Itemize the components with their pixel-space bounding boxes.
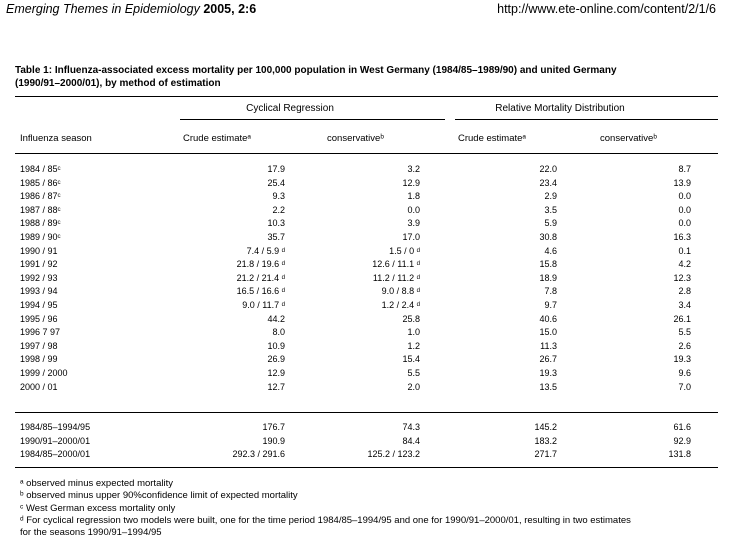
season-cell: 1984/85–2000/01 bbox=[20, 449, 91, 460]
season-cell: 1997 / 98 bbox=[20, 340, 58, 351]
group-underline-cyclical bbox=[180, 119, 445, 120]
cr-conservative-cell: 1.8 bbox=[407, 191, 420, 202]
rmd-conservative-cell: 19.3 bbox=[673, 354, 691, 365]
rmd-crude-cell: 4.6 bbox=[544, 245, 557, 256]
rmd-crude-cell: 3.5 bbox=[544, 204, 557, 215]
journal-name: Emerging Themes in Epidemiology bbox=[6, 2, 200, 16]
group-header-cyclical-regression: Cyclical Regression bbox=[246, 103, 334, 114]
rmd-crude-cell: 19.3 bbox=[539, 368, 557, 378]
cr-conservative-cell: 3.9 bbox=[407, 218, 420, 229]
table-row bbox=[0, 354, 734, 368]
cr-crude-cell: 9.0 / 11.7 ᵈ bbox=[242, 300, 285, 310]
cr-crude-cell: 44.2 bbox=[267, 313, 285, 324]
cr-crude-cell: 25.4 bbox=[267, 177, 285, 188]
rmd-conservative-cell: 3.4 bbox=[678, 300, 691, 310]
rmd-conservative-cell: 13.9 bbox=[673, 177, 691, 188]
cr-crude-cell: 176.7 bbox=[262, 422, 285, 432]
table-row bbox=[0, 259, 734, 273]
cr-conservative-cell: 2.0 bbox=[407, 381, 420, 392]
cr-crude-cell: 26.9 bbox=[267, 354, 285, 365]
rmd-crude-cell: 18.9 bbox=[539, 272, 557, 283]
cr-crude-cell: 21.2 / 21.4 ᵈ bbox=[236, 272, 285, 283]
table-row bbox=[0, 286, 734, 300]
table-row bbox=[0, 205, 734, 219]
rmd-crude-cell: 22.0 bbox=[539, 164, 557, 174]
rmd-crude-cell: 30.8 bbox=[539, 232, 557, 242]
table-caption bbox=[15, 64, 715, 90]
rmd-conservative-cell: 8.7 bbox=[678, 164, 691, 174]
table-row bbox=[0, 164, 734, 178]
rmd-conservative-cell: 0.1 bbox=[678, 245, 691, 256]
rmd-conservative-cell: 9.6 bbox=[678, 368, 691, 378]
caption-line-1: Table 1: Influenza-associated excess mortality per 100,000 population in West Germany (1984/85–1989/90) and united Germany bbox=[15, 65, 617, 76]
table-row bbox=[0, 218, 734, 232]
cr-crude-cell: 17.9 bbox=[267, 164, 285, 174]
table-row bbox=[0, 382, 734, 396]
rmd-conservative-cell: 12.3 bbox=[673, 272, 691, 283]
cr-conservative-cell: 15.4 bbox=[402, 354, 420, 365]
total-row bbox=[0, 422, 734, 436]
journal-citation bbox=[6, 2, 256, 16]
season-cell: 1988 / 89ᶜ bbox=[20, 218, 61, 229]
season-cell: 1999 / 2000 bbox=[20, 368, 68, 378]
cr-conservative-cell: 125.2 / 123.2 bbox=[367, 449, 420, 460]
table-row bbox=[0, 273, 734, 287]
rmd-conservative-cell: 2.6 bbox=[678, 340, 691, 351]
cr-crude-cell: 21.8 / 19.6 ᵈ bbox=[236, 259, 285, 270]
season-cell: 1990/91–2000/01 bbox=[20, 435, 91, 446]
rmd-conservative-cell: 61.6 bbox=[673, 422, 691, 432]
cr-crude-cell: 2.2 bbox=[272, 204, 285, 215]
caption-line-2: (1990/91–2000/01), by method of estimation bbox=[15, 78, 221, 89]
season-cell: 1984 / 85ᶜ bbox=[20, 164, 61, 174]
rmd-conservative-cell: 0.0 bbox=[678, 204, 691, 215]
rmd-conservative-cell: 5.5 bbox=[678, 327, 691, 338]
season-cell: 1990 / 91 bbox=[20, 245, 58, 256]
rmd-crude-cell: 15.8 bbox=[539, 259, 557, 270]
rmd-crude-cell: 40.6 bbox=[539, 313, 557, 324]
season-cell: 1992 / 93 bbox=[20, 272, 58, 283]
footnote-d: ᵈ For cyclical regression two models were built, one for the time period 1984/85–1994/95 and one for 1990/91–2000/01, resulting in two estimates bbox=[20, 514, 631, 526]
rmd-crude-cell: 11.3 bbox=[540, 340, 557, 351]
column-header-season: Influenza season bbox=[20, 133, 92, 144]
cr-conservative-cell: 74.3 bbox=[402, 422, 420, 432]
cr-crude-cell: 8.0 bbox=[272, 327, 285, 338]
article-url[interactable]: http://www.ete-online.com/content/2/1/6 bbox=[497, 2, 716, 16]
rmd-conservative-cell: 92.9 bbox=[673, 435, 691, 446]
cr-conservative-cell: 5.5 bbox=[407, 368, 420, 378]
rmd-conservative-cell: 131.8 bbox=[668, 449, 691, 460]
season-cell: 1989 / 90ᶜ bbox=[20, 232, 61, 242]
rmd-crude-cell: 2.9 bbox=[544, 191, 557, 202]
season-cell: 1998 / 99 bbox=[20, 354, 58, 365]
footnote-c: ᶜ West German excess mortality only bbox=[20, 502, 176, 514]
rmd-conservative-cell: 0.0 bbox=[678, 191, 691, 202]
table-row bbox=[0, 368, 734, 382]
cr-conservative-cell: 1.0 bbox=[407, 327, 420, 338]
season-cell: 1985 / 86ᶜ bbox=[20, 177, 61, 188]
cr-conservative-cell: 1.2 / 2.4 ᵈ bbox=[381, 300, 420, 310]
column-header-rmd-crude: Crude estimateᵃ bbox=[458, 133, 526, 144]
footnote-b: ᵇ observed minus upper 90%confidence limit of expected mortality bbox=[20, 490, 298, 502]
rmd-crude-cell: 13.5 bbox=[539, 381, 557, 392]
table-bottom-rule bbox=[15, 467, 718, 468]
table-row bbox=[0, 191, 734, 205]
footnotes bbox=[20, 478, 720, 539]
rmd-crude-cell: 271.7 bbox=[534, 449, 557, 460]
season-cell: 1984/85–1994/95 bbox=[20, 422, 91, 432]
cr-crude-cell: 12.9 bbox=[267, 368, 285, 378]
season-cell: 1991 / 92 bbox=[20, 259, 58, 270]
total-row bbox=[0, 436, 734, 450]
column-header-cr-crude: Crude estimateᵃ bbox=[183, 133, 251, 144]
table-row bbox=[0, 327, 734, 341]
season-cell: 1993 / 94 bbox=[20, 286, 58, 297]
rmd-conservative-cell: 0.0 bbox=[678, 218, 691, 229]
footnote-d-continued: for the seasons 1990/91–1994/95 bbox=[20, 527, 162, 539]
cr-conservative-cell: 25.8 bbox=[402, 313, 420, 324]
header-bottom-rule bbox=[15, 153, 718, 154]
rmd-crude-cell: 5.9 bbox=[544, 218, 557, 229]
season-cell: 1996 7 97 bbox=[20, 327, 61, 338]
table-row bbox=[0, 314, 734, 328]
totals-top-rule bbox=[15, 412, 718, 413]
column-header-rmd-conservative: conservativeᵇ bbox=[600, 133, 657, 144]
table-row bbox=[0, 300, 734, 314]
cr-crude-cell: 12.7 bbox=[267, 381, 285, 392]
rmd-conservative-cell: 4.2 bbox=[678, 259, 691, 270]
cr-conservative-cell: 17.0 bbox=[402, 232, 420, 242]
group-underline-relative bbox=[455, 119, 718, 120]
cr-crude-cell: 35.7 bbox=[267, 232, 285, 242]
table-row bbox=[0, 232, 734, 246]
footnote-a: ᵃ observed minus expected mortality bbox=[20, 478, 173, 489]
cr-crude-cell: 16.5 / 16.6 ᵈ bbox=[236, 286, 285, 297]
column-header-cr-conservative: conservativeᵇ bbox=[327, 133, 384, 144]
cr-conservative-cell: 11.2 / 11.2 ᵈ bbox=[372, 272, 420, 283]
total-row bbox=[0, 449, 734, 463]
rmd-crude-cell: 183.2 bbox=[534, 435, 557, 446]
citation-number: 2005, 2:6 bbox=[203, 2, 257, 16]
rmd-crude-cell: 7.8 bbox=[544, 286, 557, 297]
table-row bbox=[0, 246, 734, 260]
rmd-crude-cell: 15.0 bbox=[539, 327, 557, 338]
cr-conservative-cell: 12.6 / 11.1 ᵈ bbox=[372, 259, 420, 270]
cr-crude-cell: 9.3 bbox=[272, 191, 285, 202]
table-top-rule bbox=[15, 96, 718, 97]
rmd-conservative-cell: 16.3 bbox=[673, 232, 691, 242]
season-cell: 1986 / 87ᶜ bbox=[20, 191, 61, 202]
cr-conservative-cell: 3.2 bbox=[407, 164, 420, 174]
cr-crude-cell: 7.4 / 5.9 ᵈ bbox=[246, 245, 285, 256]
table-row bbox=[0, 341, 734, 355]
season-cell: 1987 / 88ᶜ bbox=[20, 204, 61, 215]
season-cell: 1994 / 95 bbox=[20, 300, 58, 310]
cr-crude-cell: 190.9 bbox=[262, 435, 285, 446]
season-cell: 2000 / 01 bbox=[20, 381, 58, 392]
season-cell: 1995 / 96 bbox=[20, 313, 58, 324]
cr-conservative-cell: 84.4 bbox=[402, 435, 420, 446]
rmd-conservative-cell: 26.1 bbox=[673, 313, 691, 324]
rmd-conservative-cell: 7.0 bbox=[678, 381, 691, 392]
cr-conservative-cell: 12.9 bbox=[402, 177, 420, 188]
rmd-crude-cell: 23.4 bbox=[539, 177, 557, 188]
table-row bbox=[0, 178, 734, 192]
cr-conservative-cell: 9.0 / 8.8 ᵈ bbox=[381, 286, 420, 297]
cr-conservative-cell: 1.2 bbox=[407, 340, 420, 351]
group-header-relative-mortality: Relative Mortality Distribution bbox=[495, 103, 625, 114]
cr-crude-cell: 292.3 / 291.6 bbox=[232, 449, 285, 460]
cr-conservative-cell: 1.5 / 0 ᵈ bbox=[389, 245, 420, 256]
rmd-crude-cell: 145.2 bbox=[534, 422, 557, 432]
rmd-conservative-cell: 2.8 bbox=[678, 286, 691, 297]
rmd-crude-cell: 9.7 bbox=[544, 300, 557, 310]
cr-crude-cell: 10.3 bbox=[267, 218, 285, 229]
cr-conservative-cell: 0.0 bbox=[407, 204, 420, 215]
cr-crude-cell: 10.9 bbox=[267, 340, 285, 351]
rmd-crude-cell: 26.7 bbox=[539, 354, 557, 365]
